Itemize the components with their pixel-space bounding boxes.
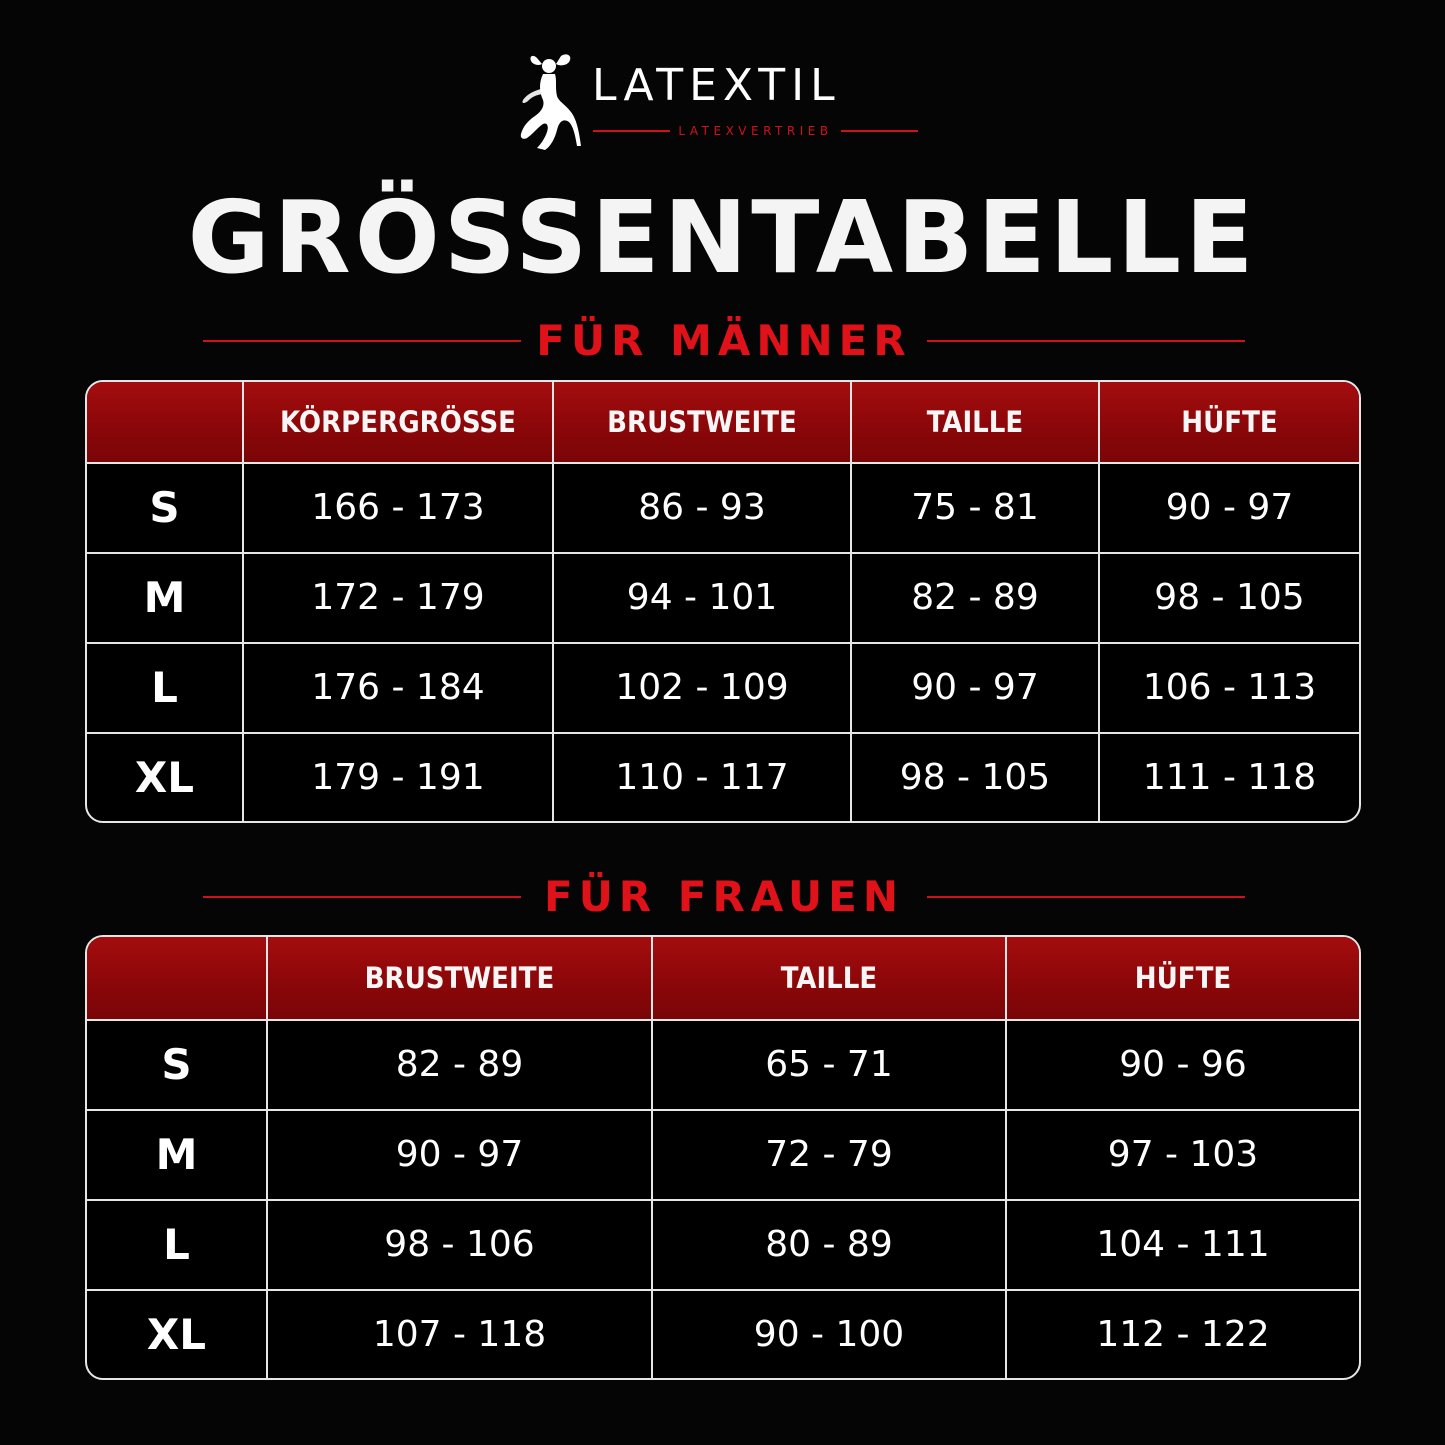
tagline-rule-right	[841, 130, 918, 132]
column-header-body-height: KÖRPERGRÖSSE	[243, 382, 553, 463]
column-header-waist: TAILLE	[851, 382, 1099, 463]
men-size-table	[85, 380, 1361, 823]
size-label: L	[87, 1200, 267, 1290]
heading-rule-right	[927, 340, 1245, 342]
brand-name: LATEXTIL	[592, 60, 841, 111]
table-cell: 176 - 184	[243, 643, 553, 733]
column-header-hips: HÜFTE	[1099, 382, 1359, 463]
table-cell: 90 - 97	[1099, 463, 1359, 553]
women-heading-label: FÜR FRAUEN	[544, 872, 904, 921]
column-header-chest: BRUSTWEITE	[553, 382, 851, 463]
table-row	[87, 1020, 1359, 1110]
table-row	[87, 1110, 1359, 1200]
table-cell: 97 - 103	[1006, 1110, 1359, 1200]
table-cell: 65 - 71	[652, 1020, 1006, 1110]
table-row	[87, 1200, 1359, 1290]
table-cell: 179 - 191	[243, 733, 553, 821]
page-title: GRÖSSENTABELLE	[187, 179, 1258, 296]
table-cell: 172 - 179	[243, 553, 553, 643]
table-header-row	[87, 382, 1359, 463]
column-header-waist: TAILLE	[652, 937, 1006, 1020]
table-cell: 112 - 122	[1006, 1290, 1359, 1378]
tagline-rule-left	[593, 130, 670, 132]
table-cell: 106 - 113	[1099, 643, 1359, 733]
table-cell: 102 - 109	[553, 643, 851, 733]
women-size-table	[85, 935, 1361, 1380]
size-label: XL	[87, 733, 243, 821]
table-cell: 90 - 96	[1006, 1020, 1359, 1110]
column-header-chest: BRUSTWEITE	[267, 937, 652, 1020]
table-cell: 110 - 117	[553, 733, 851, 821]
men-section-heading	[203, 316, 1245, 366]
heading-rule-left	[203, 340, 521, 342]
table-row	[87, 553, 1359, 643]
brand-tagline: LATEXVERTRIEB	[678, 124, 833, 138]
table-cell: 72 - 79	[652, 1110, 1006, 1200]
column-header-hips: HÜFTE	[1006, 937, 1359, 1020]
brand-tagline-row	[593, 124, 918, 138]
table-cell: 82 - 89	[851, 553, 1099, 643]
size-label: S	[87, 1020, 267, 1110]
table-cell: 86 - 93	[553, 463, 851, 553]
women-section-heading	[203, 872, 1245, 922]
table-cell: 80 - 89	[652, 1200, 1006, 1290]
table-cell: 90 - 100	[652, 1290, 1006, 1378]
size-label: S	[87, 463, 243, 553]
size-label: XL	[87, 1290, 267, 1378]
table-cell: 166 - 173	[243, 463, 553, 553]
header-corner-cell	[87, 382, 243, 463]
heading-rule-right	[927, 896, 1245, 898]
table-cell: 104 - 111	[1006, 1200, 1359, 1290]
table-cell: 98 - 105	[1099, 553, 1359, 643]
table-cell: 107 - 118	[267, 1290, 652, 1378]
table-row	[87, 1290, 1359, 1378]
table-header-row	[87, 937, 1359, 1020]
size-label: M	[87, 1110, 267, 1200]
men-heading-label: FÜR MÄNNER	[536, 316, 912, 365]
table-row	[87, 463, 1359, 553]
table-row	[87, 643, 1359, 733]
table-cell: 75 - 81	[851, 463, 1099, 553]
table-cell: 82 - 89	[267, 1020, 652, 1110]
table-cell: 94 - 101	[553, 553, 851, 643]
table-cell: 98 - 105	[851, 733, 1099, 821]
table-cell: 98 - 106	[267, 1200, 652, 1290]
size-label: M	[87, 553, 243, 643]
table-cell: 90 - 97	[267, 1110, 652, 1200]
size-label: L	[87, 643, 243, 733]
table-cell: 111 - 118	[1099, 733, 1359, 821]
figure-silhouette-icon	[515, 52, 581, 152]
table-cell: 90 - 97	[851, 643, 1099, 733]
table-row	[87, 733, 1359, 821]
heading-rule-left	[203, 896, 521, 898]
header-corner-cell	[87, 937, 267, 1020]
brand-logo	[515, 52, 925, 154]
